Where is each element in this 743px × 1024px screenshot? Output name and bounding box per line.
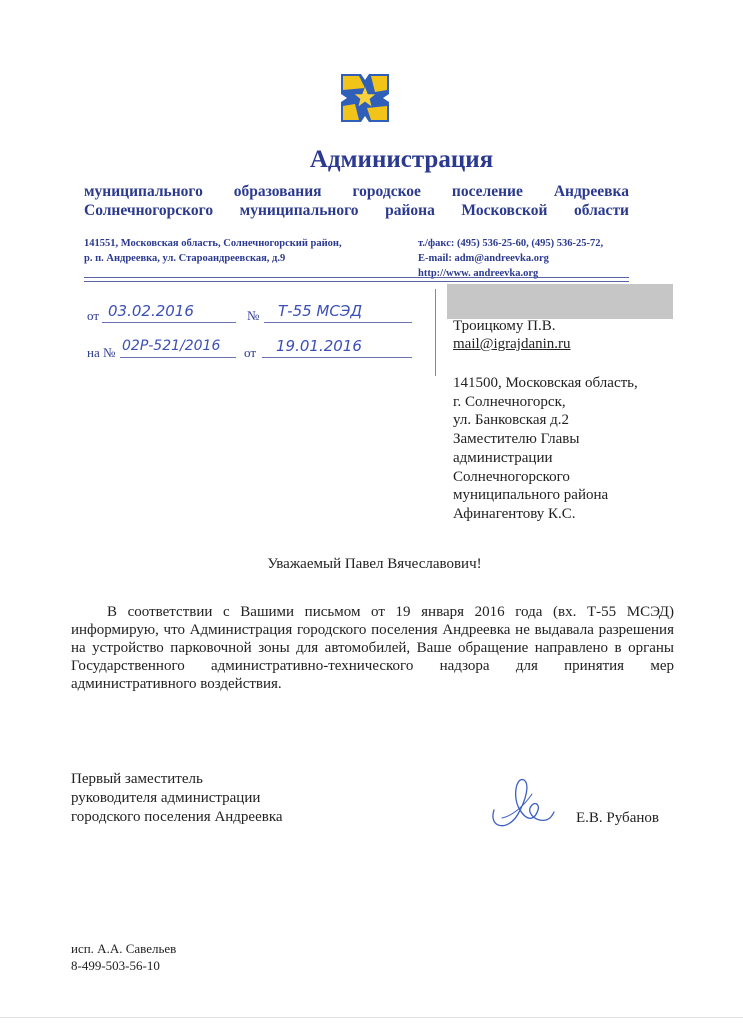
executor-phone: 8-499-503-56-10: [71, 958, 160, 973]
executor-name: исп. А.А. Савельев: [71, 941, 177, 956]
handwritten-signature: [484, 770, 564, 840]
reply-number-label: на №: [87, 345, 116, 360]
letterhead-divider-top: [84, 277, 629, 278]
page-edge-line: [0, 1017, 743, 1018]
outgoing-date-label: от: [87, 308, 100, 323]
copy-recipient-line: Заместителю Главы: [453, 431, 580, 448]
letterhead-divider-bottom: [84, 281, 629, 282]
letterhead-line-1: муниципального образования городское поселение Андреевка: [84, 183, 629, 200]
copy-recipient-line: Афинагентову К.С.: [453, 505, 576, 522]
letterhead-line-2: Солнечногорского муниципального района Московской области: [84, 202, 629, 219]
signatory-name: Е.В. Рубанов: [576, 810, 659, 826]
outgoing-date-field: [102, 302, 236, 323]
signatory-position: [71, 770, 283, 827]
copy-recipient-line: администрации: [453, 449, 553, 466]
letter-body: В соответствии с Вашими письмом от 19 января 2016 года (вх. Т-55 МСЭД) информирую, что Администрация городского поселения Андреевка не выдавала разрешения на устройство парковочной зоны для автомобилей, Ваше обращение направлено в органы Государственного административно-технического надзора для принятия мер административного воздействия.: [71, 604, 674, 692]
recipient-email-link[interactable]: mail@igrajdanin.ru: [453, 336, 571, 352]
copy-recipient-line: ул. Банковская д.2: [453, 412, 570, 429]
recipient-name: Троицкому П.В.: [453, 318, 556, 334]
address-line: 141551, Московская область, Солнечногорский район,: [84, 238, 342, 249]
incoming-date-field: [262, 337, 412, 358]
signatory-position-line: руководителя администрации: [71, 790, 261, 806]
copy-recipient-line: муниципального района: [453, 487, 609, 504]
registration-vertical-line: [435, 289, 436, 376]
contact-email: E-mail: adm@andreevka.org: [418, 253, 549, 264]
signatory-position-line: Первый заместитель: [71, 771, 203, 787]
outgoing-number-field: [264, 302, 412, 323]
letterhead-address: [84, 236, 384, 266]
signatory-position-line: городского поселения Андреевка: [71, 809, 283, 825]
copy-recipient-line: Солнечногорского: [453, 468, 570, 485]
copy-recipient-line: г. Солнечногорск,: [453, 393, 566, 410]
contact-phone-fax: т./факс: (495) 536-25-60, (495) 536-25-72,: [418, 238, 604, 249]
incoming-date-value: 19.01.2016: [276, 337, 362, 355]
outgoing-number-label: №: [247, 308, 260, 323]
incoming-number-field: [120, 337, 236, 358]
copy-recipient-block: [453, 374, 638, 524]
letterhead-title: Администрация: [309, 146, 494, 173]
redacted-area: [447, 284, 673, 319]
address-line: р. п. Андреевка, ул. Староандреевская, д.9: [84, 253, 286, 264]
outgoing-date-value: 03.02.2016: [108, 302, 194, 320]
incoming-date-label: от: [244, 345, 257, 360]
copy-recipient-line: 141500, Московская область,: [453, 375, 638, 391]
recipient-block: [453, 317, 571, 353]
coat-of-arms-logo: [337, 70, 393, 126]
outgoing-number-value: Т-55 МСЭД: [278, 302, 363, 320]
letterhead-contacts: [418, 236, 648, 281]
greeting: Уважаемый Павел Вячеславович!: [267, 556, 482, 572]
incoming-number-value: 02Р-521/2016: [122, 338, 221, 354]
contact-website: http://www. andreevka.org: [418, 268, 539, 279]
executor-block: [71, 940, 176, 974]
